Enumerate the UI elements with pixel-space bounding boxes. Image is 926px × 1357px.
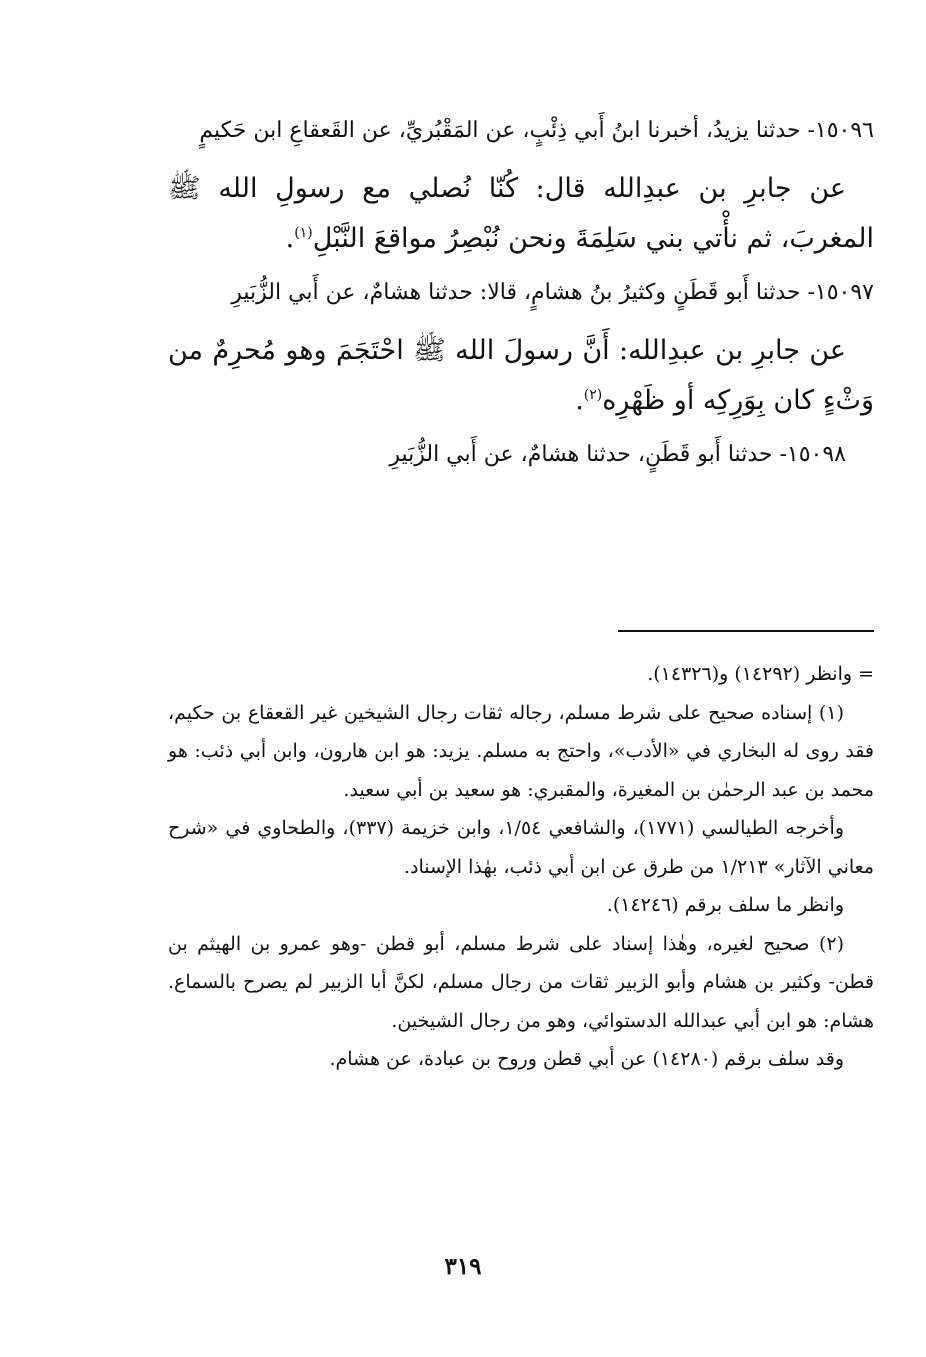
main-text xyxy=(168,108,874,478)
footnotes xyxy=(168,655,874,1079)
isnad-15097: ١٥٠٩٧- حدثنا أَبو قَطَنٍ وكثيرُ بنُ هشامٍ، قالا: حدثنا هشامٌ، عن أَبي الزُّبَيرِ xyxy=(231,280,874,305)
footnote-continuation: = وانظر (١٤٢٩٢) و(١٤٣٢٦). xyxy=(647,663,874,685)
page-number: ٣١٩ xyxy=(444,1253,482,1280)
isnad-15098: ١٥٠٩٨- حدثنا أَبو قَطَنٍ، حدثنا هشامٌ، عن أَبي الزُّبَيرِ xyxy=(389,442,846,467)
footnote-2-see-also: وقد سلف برقم (١٤٢٨٠) عن أبي قطن وروح بن عبادة، عن هشام. xyxy=(329,1048,844,1070)
footnote-2: (٢) صحيح لغيره، وهٰذا إسناد على شرط مسلم، أبو قطن -وهو عمرو بن الهيثم بن قطن- وكثير بن هشام وأبو الزبير ثقات من رجال مسلم، لكنَّ أبا الزبير لم يصرح بالسماع. هشام: هو ابن أبي عبدالله الدستوائي، وهو من رجال الشيخين. xyxy=(168,932,874,1032)
footnote-1-takhrij: وأخرجه الطيالسي (١٧٧١)، والشافعي ١/٥٤، وابن خزيمة (٣٣٧)، والطحاوي في «شرح معاني الآثار» ١/٢١٣ من طرق عن ابن أبي ذئب، بهٰذا الإسناد. xyxy=(168,817,874,878)
matn-15097: عن جابرِ بن عبدِالله: أَنَّ رسولَ الله ﷺ احْتَجَمَ وهو مُحرِمٌ من وَثْءٍ كان بِوَرِكِه أو ظَهْرِه$^{(٢)}$. xyxy=(168,335,874,416)
footnote-separator xyxy=(618,630,874,632)
footnote-ref-1[interactable]: (١) xyxy=(294,225,313,241)
matn-15096: عن جابرِ بن عبدِالله قال: كُنّا نُصلي مع رسولِ الله ﷺ المغربَ، ثم نأْتي بني سَلِمَةَ ونحن نُبْصِرُ مواقعَ النَّبْلِ$^{(١)}$. xyxy=(168,173,874,254)
footnote-ref-2[interactable]: (٢) xyxy=(583,387,603,403)
footnote-1-see-also: وانظر ما سلف برقم (١٤٢٤٦). xyxy=(606,894,844,916)
isnad-15096: ١٥٠٩٦- حدثنا يزيدُ، أخبرنا ابنُ أَبي ذِئْبٍ، عن المَقْبُريِّ، عن القَعقاعِ ابن حَكيمٍ xyxy=(199,118,874,143)
footnote-1: (١) إسناده صحيح على شرط مسلم، رجاله ثقات رجال الشيخين غير القعقاع بن حكيم، فقد روى له البخاري في «الأدب»، واحتج به مسلم. يزيد: هو ابن هارون، وابن أبي ذئب: هو محمد بن عبد الرحمٰن بن المغيرة، والمقبري: هو سعيد بن أبي سعيد. xyxy=(168,701,874,801)
